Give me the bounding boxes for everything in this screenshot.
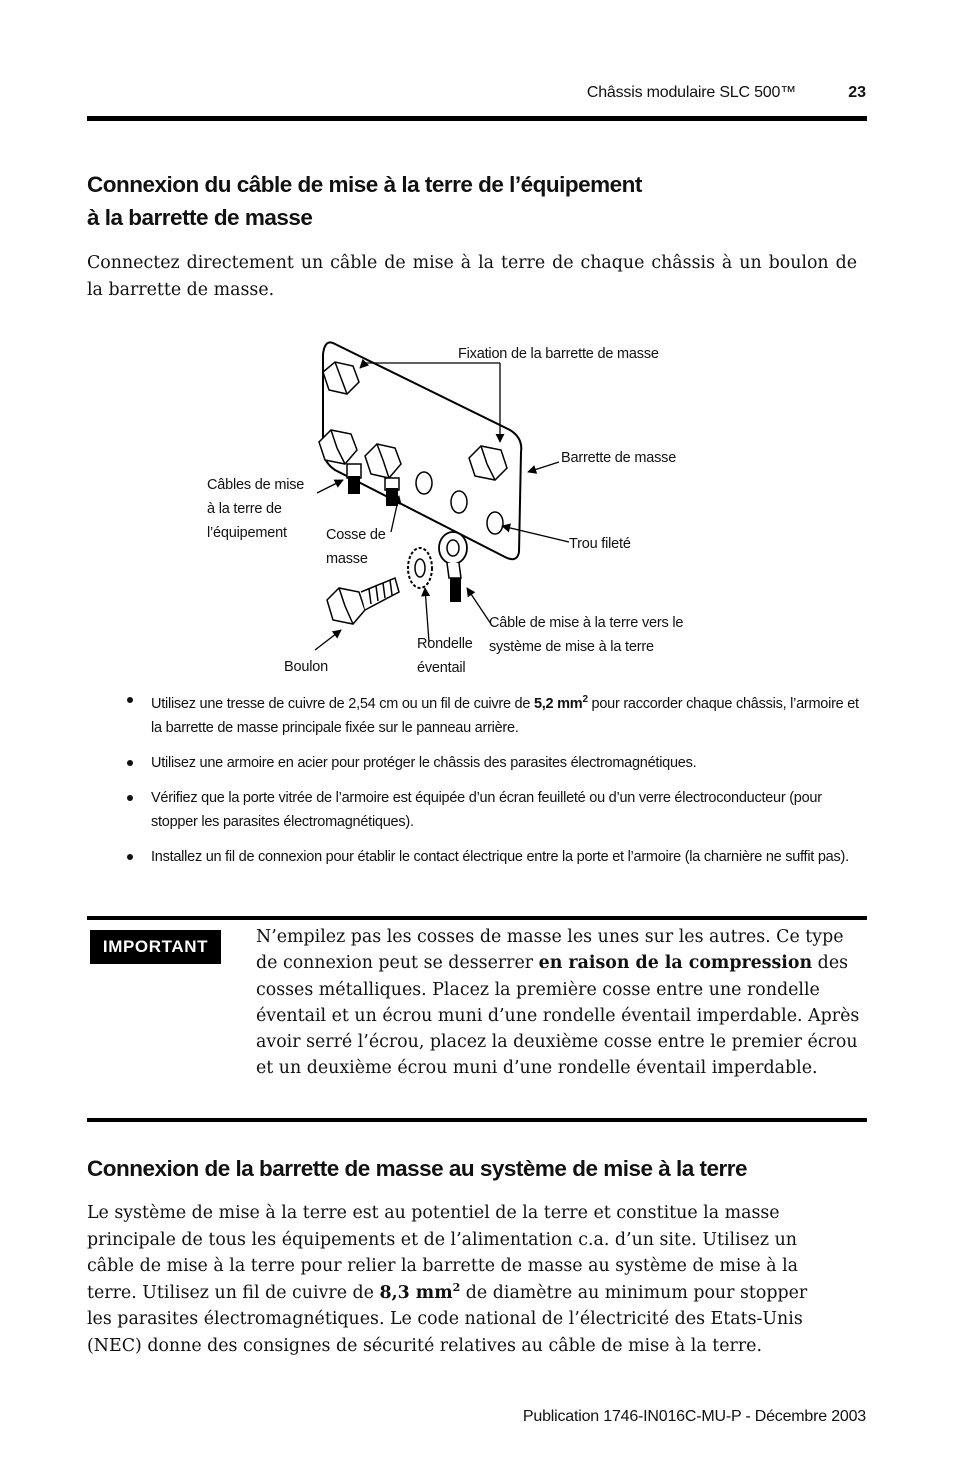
label-cables-equipement xyxy=(207,473,304,545)
grounding-figure xyxy=(195,330,725,680)
important-text: N’empilez pas les cosses de masse les unes sur les autres. Ce type de connexion peut se desserrer en raison de la compression des cosses métalliques. Placez la première cosse entre une rondelle éventail et un écrou muni d’une rondelle éventail imperdable. Après avoir serré l’écrou, placez la deuxième cosse entre le premier écrou et un deuxième écrou muni d’une rondelle éventail imperdable. xyxy=(256,927,860,1079)
section-heading-1 xyxy=(87,168,727,234)
label-rondelle-eventail xyxy=(417,632,473,680)
important-rule-bottom xyxy=(87,1118,867,1122)
label-cables-line3: l’équipement xyxy=(207,525,287,541)
intro-paragraph: Connectez directement un câble de mise à la terre de chaque châssis à un boulon de la barrette de masse. xyxy=(87,253,857,300)
bullet-icon xyxy=(127,795,133,801)
bullet-icon xyxy=(127,697,133,703)
ground-lug-1 xyxy=(347,464,361,494)
star-washer xyxy=(408,548,432,588)
list-item xyxy=(130,751,870,775)
footer-publication: Publication 1746-IN016C-MU-P - Décembre 2003 xyxy=(522,1408,866,1425)
section-2-paragraph: Le système de mise à la terre est au potentiel de la terre et constitue la masse principale de tous les équipements et de l’alimentation c.a. d’un site. Utilisez un câble de mise à la terre pour relier la barrette de masse au système de mise à la terre. Utilisez un fil de cuivre de 8,3 $mm^2$ de diamètre au minimum pour stopper les parasites électromagnétiques. Le code national de l’électricité des Etats-Unis (NEC) donne des consignes de sécurité relatives au câble de mise à la terre. xyxy=(87,1203,808,1356)
label-rondelle-line1: Rondelle xyxy=(417,636,473,652)
label-boulon: Boulon xyxy=(284,659,328,675)
list-item xyxy=(130,845,870,869)
bullet-icon xyxy=(127,854,133,860)
bullet-3-text: Vérifiez que la porte vitrée de l’armoire est équipée d’un écran feuilleté ou d’un verre électroconducteur (pour stopper les parasites électromagnétiques). xyxy=(151,789,822,830)
important-label: IMPORTANT xyxy=(90,930,221,964)
label-barrette-masse: Barrette de masse xyxy=(561,450,677,466)
bullet-1-bold: 5,2 $mm^2$ xyxy=(533,694,588,712)
bullet-list xyxy=(130,688,870,880)
running-header-title: Châssis modulaire SLC 500™ xyxy=(586,84,796,101)
label-cables-line1: Câbles de mise xyxy=(207,477,305,493)
section-heading-1-line2: à la barrette de masse xyxy=(87,205,313,230)
hole-threaded xyxy=(487,512,503,534)
label-trou-filete: Trou fileté xyxy=(569,536,631,552)
bullet-icon xyxy=(127,760,133,766)
header-rule xyxy=(87,116,867,121)
label-cable-systeme-line2: système de mise à la terre xyxy=(489,639,654,655)
bullet-2-text: Utilisez une armoire en acier pour protéger le châssis des parasites électromagnétiques. xyxy=(151,754,697,771)
bullet-1-text-end: pour raccorder chaque châssis, l’armoire et la barrette de masse principale fixée sur le panneau arrière. xyxy=(151,695,859,736)
loose-bolt xyxy=(327,578,399,624)
page-number: 23 xyxy=(848,84,866,101)
section-2-bold: 8,3 $mm^2$ xyxy=(379,1280,461,1303)
section-heading-2: Connexion de la barrette de masse au système de mise à la terre xyxy=(87,1156,748,1181)
label-cable-systeme xyxy=(489,611,683,659)
bullet-4-text: Installez un fil de connexion pour établir le contact électrique entre la porte et l’armoire (la charnière ne suffit pas). xyxy=(151,848,849,865)
label-cables-line2: à la terre de xyxy=(207,501,282,517)
list-item xyxy=(130,688,870,740)
important-note xyxy=(87,916,867,1122)
important-rule-top xyxy=(87,916,867,920)
label-cosse-masse xyxy=(326,523,386,571)
ring-lug xyxy=(439,532,467,602)
ground-lug-2 xyxy=(385,478,399,506)
label-fixation-barrette: Fixation de la barrette de masse xyxy=(458,346,659,362)
section-heading-1-line1: Connexion du câble de mise à la terre de l’équipement xyxy=(87,172,642,197)
label-cosse-line1: Cosse de xyxy=(326,527,386,543)
bullet-1-text: Utilisez une tresse de cuivre de 2,54 cm ou un fil de cuivre de xyxy=(151,695,534,712)
hole-1 xyxy=(416,472,432,494)
running-header xyxy=(88,84,866,110)
important-bold-phrase: en raison de la compression xyxy=(538,953,813,974)
label-cosse-line2: masse xyxy=(326,551,368,567)
label-cable-systeme-line1: Câble de mise à la terre vers le xyxy=(489,615,684,631)
list-item xyxy=(130,786,870,834)
hole-2 xyxy=(451,491,467,513)
label-rondelle-line2: éventail xyxy=(417,660,466,676)
